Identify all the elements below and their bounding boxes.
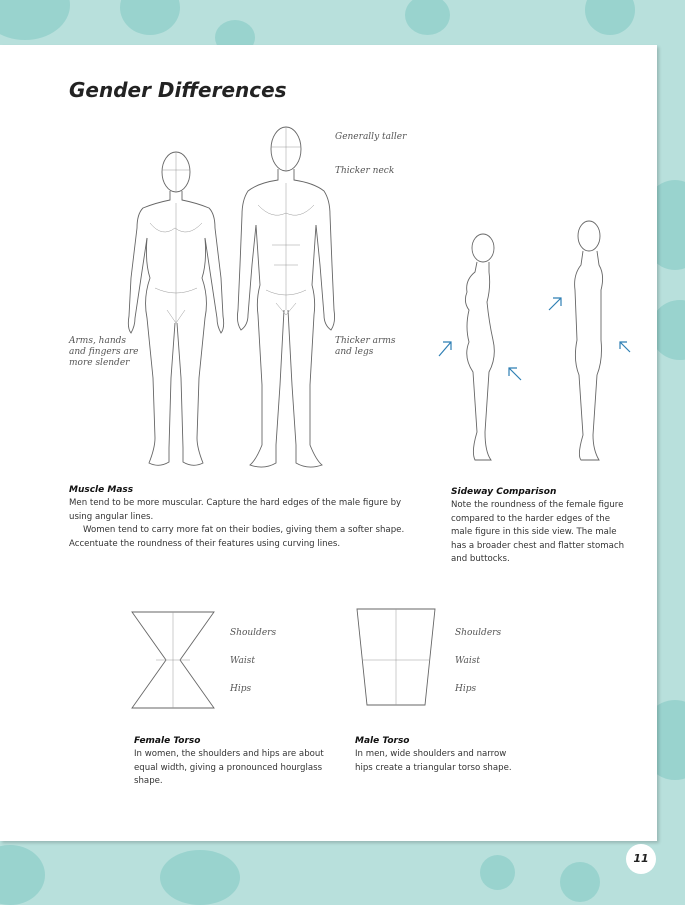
female-label-waist: Waist	[230, 656, 255, 666]
female-label-shoulders: Shoulders	[230, 628, 277, 638]
male-front-figure	[236, 125, 348, 475]
female-torso-diagram	[130, 610, 216, 710]
decor-blob	[0, 0, 70, 40]
male-torso-heading: Male Torso	[355, 736, 410, 746]
male-label-hips: Hips	[455, 684, 477, 694]
female-torso-body: In women, the shoulders and hips are about equal width, giving a pronounced hourglass shape.	[134, 749, 324, 786]
label-arms-slender: Arms, hands and fingers are more slender	[69, 336, 139, 368]
female-side-figure	[455, 232, 505, 467]
arrow-icon	[437, 340, 453, 358]
arrow-icon	[547, 296, 563, 312]
decor-blob	[585, 0, 635, 35]
arrow-icon	[507, 366, 523, 382]
male-torso-diagram	[355, 607, 437, 707]
female-front-figure	[125, 148, 230, 473]
muscle-mass-para1: Men tend to be more muscular. Capture the hard edges of the male figure by using angular lines.	[69, 498, 402, 522]
male-label-waist: Waist	[455, 656, 480, 666]
arrow-icon	[618, 340, 632, 354]
label-thicker-arms: Thicker arms and legs	[335, 336, 396, 357]
decor-blob	[405, 0, 450, 35]
female-label-hips: Hips	[230, 684, 252, 694]
page-number: 11	[626, 844, 656, 874]
male-torso-body: In men, wide shoulders and narrow hips create a triangular torso shape.	[355, 749, 512, 773]
decor-blob	[160, 850, 240, 905]
label-thicker-neck: Thicker neck	[335, 166, 395, 176]
decor-blob	[560, 862, 600, 902]
label-generally-taller: Generally taller	[335, 132, 407, 142]
male-label-shoulders: Shoulders	[455, 628, 502, 638]
muscle-mass-heading: Muscle Mass	[69, 485, 134, 495]
female-torso-heading: Female Torso	[134, 736, 201, 746]
muscle-mass-para2: Women tend to carry more fat on their bodies, giving them a softer shape. Accentuate the roundness of their features using curving lines.	[69, 525, 405, 549]
page-title: Gender Differences	[69, 78, 287, 102]
muscle-mass-body	[69, 497, 409, 551]
sideway-body: Note the roundness of the female figure compared to the harder edges of the male figure in this side view. The male has a broader chest and flatter stomach and buttocks.	[451, 500, 625, 564]
decor-blob	[480, 855, 515, 890]
decor-blob	[120, 0, 180, 35]
sideway-heading: Sideway Comparison	[451, 487, 557, 497]
decor-blob	[0, 845, 45, 905]
male-side-figure	[565, 220, 615, 467]
